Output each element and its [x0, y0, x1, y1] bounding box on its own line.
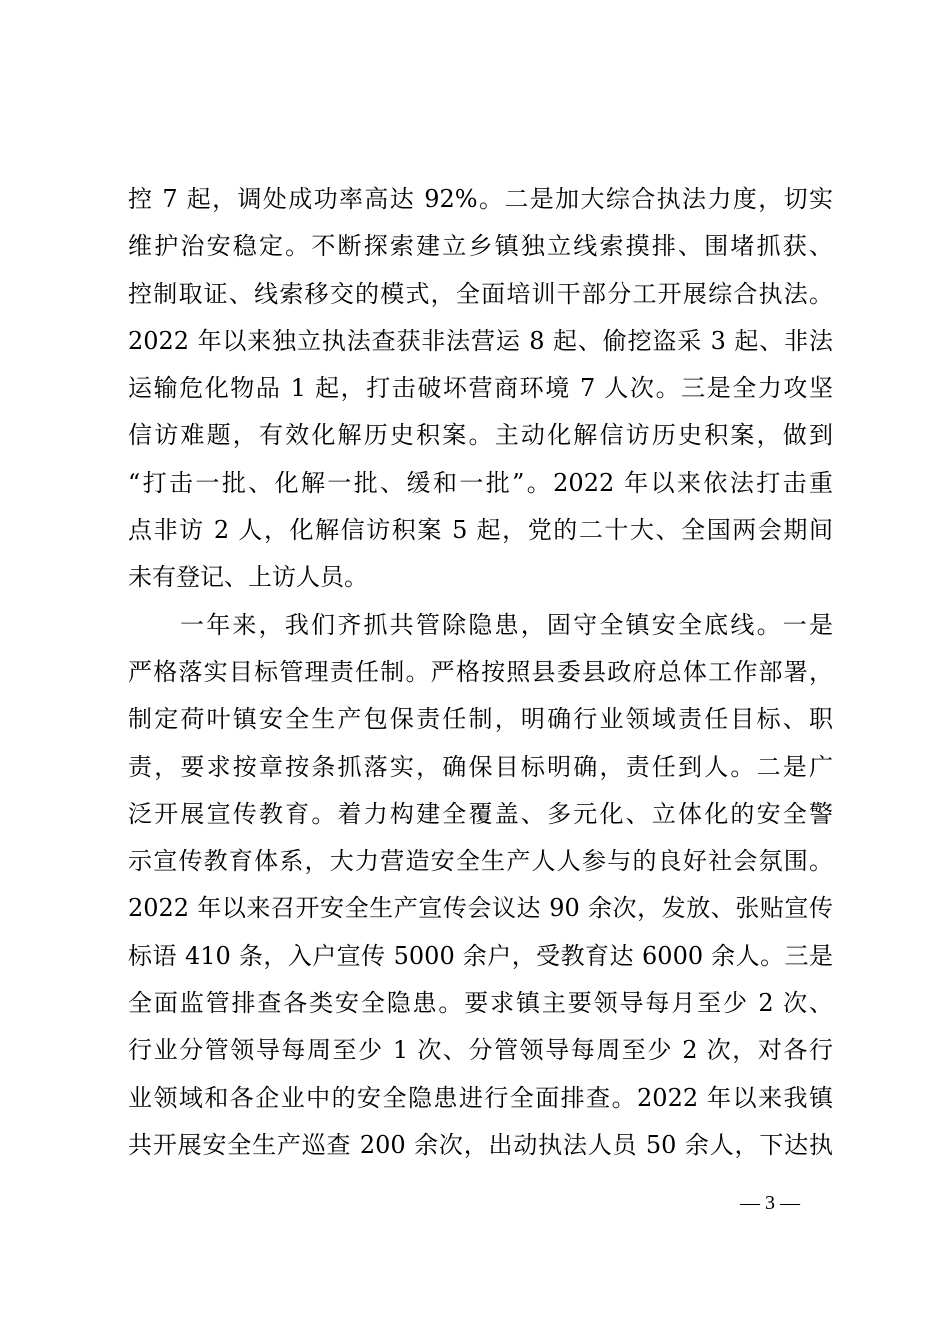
- text-line: 维护治安稳定。不断探索建立乡镇独立线索摸排、围堵抓获、: [128, 232, 833, 261]
- paragraph-safety-production: [128, 602, 833, 1170]
- text-line: 示宣传教育体系，大力营造安全生产人人参与的良好社会氛围。: [128, 847, 833, 876]
- text-line: 业领域和各企业中的安全隐患进行全面排查。2022 年以来我镇: [128, 1083, 833, 1112]
- text-line: 全面监管排查各类安全隐患。要求镇主要领导每月至少 2 次、: [128, 989, 833, 1018]
- text-line: 责，要求按章按条抓落实，确保目标明确，责任到人。二是广: [128, 752, 833, 781]
- text-line: 制定荷叶镇安全生产包保责任制，明确行业领域责任目标、职: [128, 705, 833, 734]
- text-line: 信访难题，有效化解历史积案。主动化解信访历史积案，做到: [128, 421, 833, 450]
- text-line: 泛开展宣传教育。着力构建全覆盖、多元化、立体化的安全警: [128, 799, 833, 828]
- text-line: 控制取证、线索移交的模式，全面培训干部分工开展综合执法。: [128, 279, 833, 308]
- text-line: 共开展安全生产巡查 200 余次，出动执法人员 50 余人，下达执: [128, 1130, 833, 1159]
- text-line: 控 7 起，调处成功率高达 92%。二是加大综合执法力度，切实: [128, 185, 833, 213]
- text-line: 运输危化物品 1 起，打击破坏营商环境 7 人次。三是全力攻坚: [128, 374, 833, 403]
- text-line: 2022 年以来独立执法查获非法营运 8 起、偷挖盗采 3 起、非法: [128, 326, 833, 355]
- document-body: [128, 176, 833, 1169]
- text-line: 点非访 2 人，化解信访积案 5 起，党的二十大、全国两会期间: [128, 516, 833, 545]
- paragraph-public-security: [128, 176, 833, 602]
- text-line: 严格落实目标管理责任制。严格按照县委县政府总体工作部署，: [128, 657, 833, 686]
- text-line: 行业分管领导每周至少 1 次、分管领导每周至少 2 次，对各行: [128, 1036, 833, 1065]
- text-line: 未有登记、上访人员。: [128, 563, 368, 592]
- text-line: “打击一批、化解一批、缓和一批”。2022 年以来依法打击重: [128, 468, 833, 497]
- text-line: 标语 410 条，入户宣传 5000 余户，受教育达 6000 余人。三是: [128, 941, 833, 970]
- text-line: 2022 年以来召开安全生产宣传会议达 90 余次，发放、张贴宣传: [128, 894, 833, 923]
- text-line: 一年来，我们齐抓共管除隐患，固守全镇安全底线。一是: [180, 610, 833, 639]
- page-number: — 3 —: [740, 1192, 800, 1214]
